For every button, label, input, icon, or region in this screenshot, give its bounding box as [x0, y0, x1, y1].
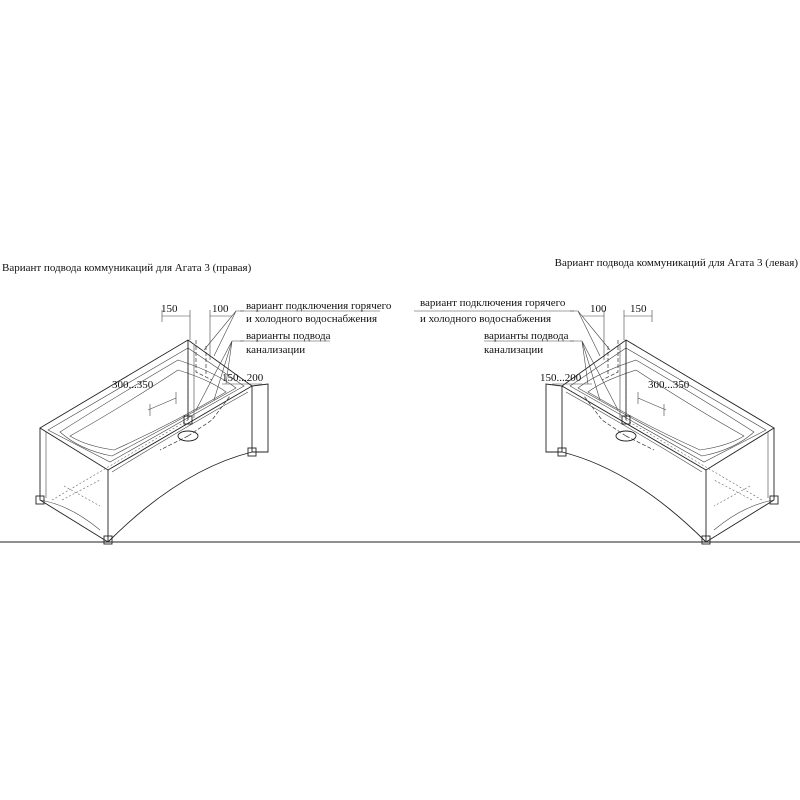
- left-dim-300-350: 300...350: [112, 379, 154, 391]
- right-note-supply-1: вариант подключения горячего: [420, 297, 566, 309]
- left-dim-100: 100: [212, 303, 229, 315]
- right-note-drain-2: канализации: [484, 344, 544, 356]
- right-note-drain-1: варианты подвода: [484, 330, 569, 342]
- left-note-supply-2: и холодного водоснабжения: [246, 313, 378, 325]
- right-dim-100: 100: [590, 303, 607, 315]
- right-dim-150-200: 150...200: [540, 372, 582, 384]
- left-bathtub-drawing: [36, 310, 380, 544]
- left-dim-150-200: 150...200: [222, 372, 264, 384]
- right-tub-rim: [562, 340, 774, 470]
- left-tub-rim: [40, 340, 252, 470]
- right-tub-apron: [562, 386, 706, 542]
- right-dim-300-350: 300...350: [648, 379, 690, 391]
- left-tub-bowl: [60, 360, 236, 456]
- left-note-supply-1: вариант подключения горячего: [246, 300, 392, 312]
- right-bathtub-drawing: [414, 310, 778, 544]
- left-caption: Вариант подвода коммуникаций для Агата 3 (правая): [2, 262, 252, 274]
- right-note-supply-2: и холодного водоснабжения: [420, 313, 552, 325]
- right-dim-150: 150: [630, 303, 647, 315]
- left-supply-pipes: [196, 340, 212, 380]
- left-tub-apron: [108, 386, 252, 542]
- right-supply-pipes: [602, 340, 618, 380]
- right-tub-bowl: [578, 360, 754, 456]
- right-caption: Вариант подвода коммуникаций для Агата 3 (левая): [554, 257, 798, 269]
- left-note-drain-2: канализации: [246, 344, 306, 356]
- left-dim-150: 150: [161, 303, 178, 315]
- left-note-drain-1: варианты подвода: [246, 330, 331, 342]
